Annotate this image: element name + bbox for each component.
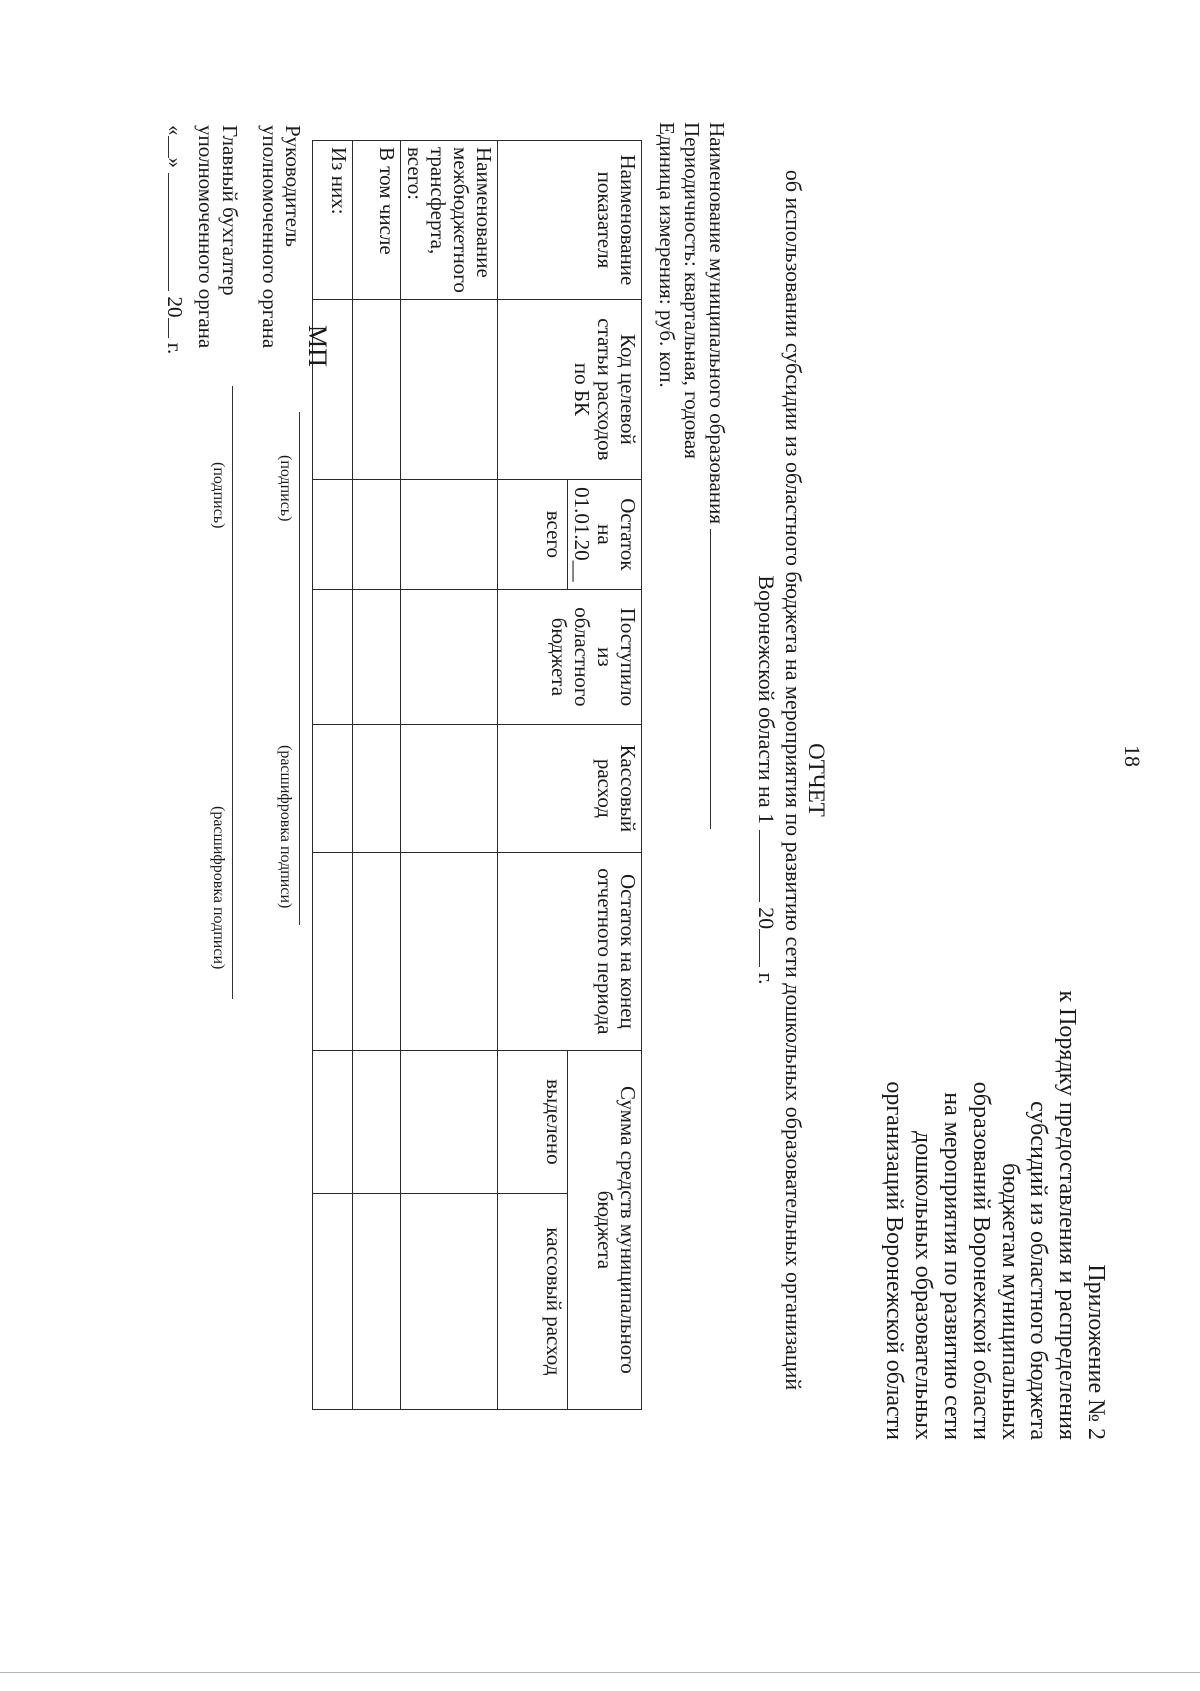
report-period-prefix: Воронежской области на 1: [754, 575, 779, 825]
municipality-line: [704, 122, 730, 829]
unit-line: Единица измерения: руб. коп.: [655, 122, 679, 388]
decoding-line: [299, 667, 300, 925]
table-cell: [353, 589, 401, 724]
appendix-line: субсидий из областного бюджета: [1025, 1101, 1052, 1440]
table-cell: [401, 299, 498, 479]
scan-edge-line: [0, 1672, 1200, 1673]
appendix-line: Приложение № 2: [1083, 1264, 1109, 1440]
periodicity-line: Периодичность: квартальная, годовая: [680, 122, 704, 459]
table-cell: [313, 479, 353, 589]
day-blank: [168, 136, 188, 158]
document-page: [160, 0, 1200, 1560]
appendix-line: организаций Воронежской области: [881, 1081, 908, 1440]
table-cell: [353, 1193, 401, 1409]
table-cell: [313, 852, 353, 1050]
table-cell: [313, 1050, 353, 1193]
table-cell: [353, 1050, 401, 1193]
date-blank: [759, 830, 779, 902]
date-year: 20: [163, 296, 187, 318]
decoding-line: [232, 664, 233, 999]
table-cell: [313, 589, 353, 724]
report-subtitle: об использовании субсидии из областного бюджета на мероприятия по развитию сети дошкольных образовательных организаций: [781, 169, 806, 1391]
head-title: Руководитель: [281, 125, 305, 247]
table-row: [401, 141, 498, 1410]
table-cell: [401, 589, 498, 724]
table-cell: [353, 724, 401, 852]
header-municipal-cash: кассовый расход: [498, 1193, 568, 1409]
year-blank: [168, 318, 188, 338]
report-period-suffix: г.: [754, 972, 779, 985]
appendix-line: к Порядку предоставления и распределения: [1054, 990, 1081, 1440]
report-table: [312, 140, 642, 1410]
table-cell: [401, 852, 498, 1050]
month-blank: [168, 173, 188, 291]
table-cell: [353, 479, 401, 589]
table-row: [353, 141, 401, 1410]
header-indicator: Наименование показателя: [498, 141, 642, 300]
row-label: Из них:: [313, 141, 353, 300]
date-quote-open: «: [163, 125, 187, 136]
signature-line: [232, 386, 233, 664]
table-cell: [401, 724, 498, 852]
signature-date: [163, 125, 188, 354]
report-meta: [654, 122, 730, 829]
table-cell: [401, 479, 498, 589]
report-title: ОТЧЕТ: [804, 743, 829, 817]
signature-line: [299, 412, 300, 667]
signature-caption: (подпись): [277, 455, 294, 522]
row-label: Наименование межбюджетного трансферта, всего:: [401, 141, 498, 300]
date-quote-close: »: [163, 157, 187, 168]
accountant-title: Главный бухгалтер: [218, 125, 242, 296]
head-title-org: уполномоченного органа: [258, 125, 282, 349]
stamp-mark: МП: [303, 325, 332, 367]
date-suffix: г.: [163, 342, 187, 355]
signature-caption: (подпись): [210, 462, 227, 529]
decoding-caption: (расшифровка подписи): [277, 745, 294, 909]
header-code: Код целевой статьи расходов по БК: [498, 299, 642, 479]
appendix-line: на мероприятия по развитию сети: [939, 1092, 966, 1440]
row-label: В том числе: [353, 141, 401, 300]
header-municipal-allocated: выделено: [498, 1050, 568, 1193]
header-cash-expense: Кассовый расход: [498, 724, 642, 852]
header-received: Поступило из областного бюджета: [498, 589, 642, 724]
table-cell: [353, 852, 401, 1050]
appendix-line: дошкольных образовательных: [910, 1131, 937, 1440]
accountant-title-org: уполномоченного органа: [194, 125, 218, 349]
decoding-caption: (расшифровка подписи): [210, 806, 227, 970]
header-municipal: Сумма средств муниципального бюджета: [568, 1050, 642, 1409]
header-balance-start: Остаток на 01.01.20__: [568, 479, 642, 589]
appendix-line: образований Воронежской области: [967, 1081, 994, 1440]
table-cell: [313, 1193, 353, 1409]
appendix-line: бюджетам муниципальных: [996, 1163, 1023, 1440]
year-blank: [759, 929, 779, 967]
page-number: 18: [1120, 745, 1145, 767]
table-cell: [401, 1050, 498, 1193]
table-cell: [401, 1193, 498, 1409]
header-balance-end: Остаток на конец отчетного периода: [498, 852, 642, 1050]
municipality-label: Наименование муниципального образования: [705, 122, 729, 524]
municipality-blank: [710, 529, 730, 829]
header-balance-start-total: всего: [498, 479, 568, 589]
report-period-year: 20: [754, 907, 779, 930]
table-cell: [353, 299, 401, 479]
report-period: [753, 0, 780, 1560]
appendix-header: [880, 720, 1110, 1440]
table-cell: [313, 724, 353, 852]
